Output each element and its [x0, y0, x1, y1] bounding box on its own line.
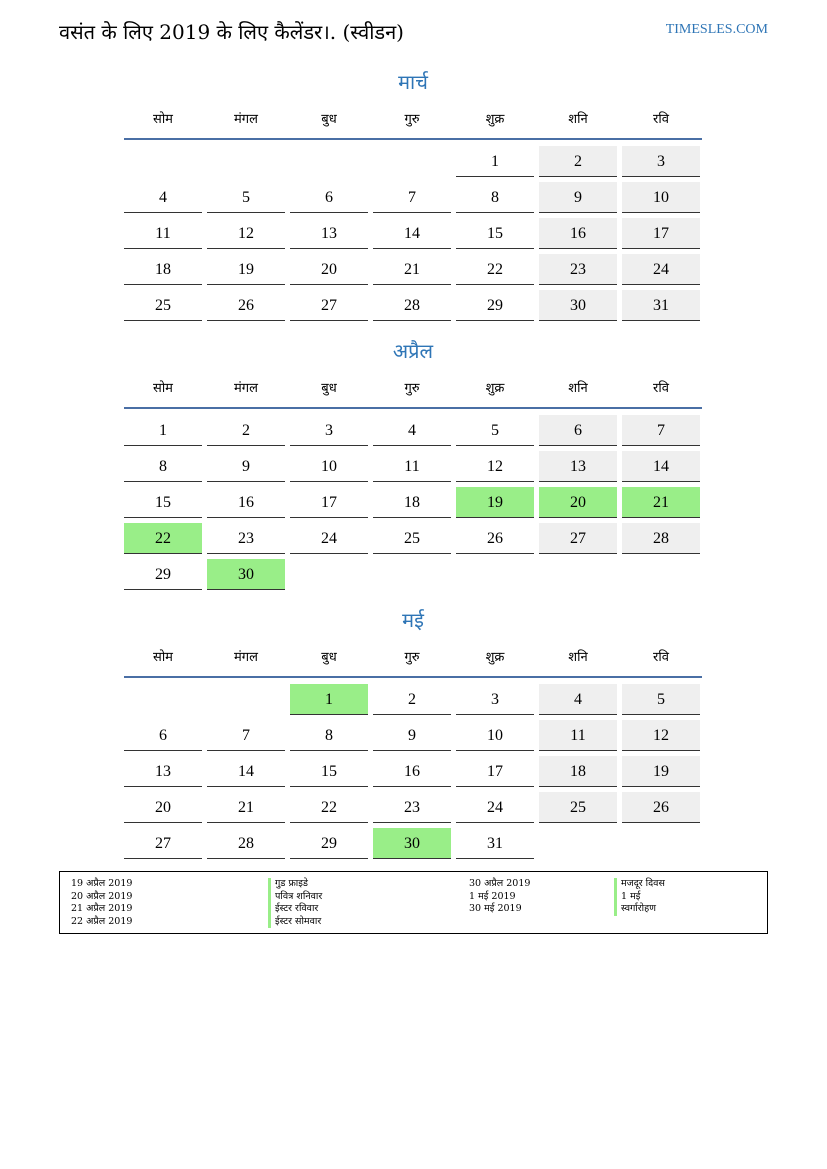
day-cell: 29 [124, 559, 202, 590]
day-cell: 23 [539, 254, 617, 285]
day-cell: 26 [456, 523, 534, 554]
day-cell: 11 [539, 720, 617, 751]
day-cell: 30 [207, 559, 285, 590]
weekday-label: शनि [568, 650, 588, 665]
day-cell: 2 [373, 684, 451, 715]
day-cell: 19 [456, 487, 534, 518]
weekday-label: शुक्र [485, 112, 505, 127]
day-cell: 11 [373, 451, 451, 482]
weekday-label: रवि [653, 650, 669, 665]
holiday-legend [59, 871, 768, 934]
month-name: अप्रैल [392, 339, 434, 363]
weekday-label: सोम [153, 381, 173, 396]
day-cell: 14 [207, 756, 285, 787]
weekday-label: गुरु [404, 112, 420, 127]
week-row [124, 449, 702, 485]
day-cell: 22 [456, 254, 534, 285]
day-cell: 14 [373, 218, 451, 249]
weekday-label: शनि [568, 112, 588, 127]
day-cell: 25 [373, 523, 451, 554]
day-cell: 16 [539, 218, 617, 249]
empty-day-cell [290, 146, 368, 177]
day-cell: 12 [456, 451, 534, 482]
day-cell: 21 [622, 487, 700, 518]
day-cell: 8 [456, 182, 534, 213]
day-cell: 10 [290, 451, 368, 482]
day-cell: 3 [622, 146, 700, 177]
week-row [124, 682, 702, 718]
day-cell: 15 [290, 756, 368, 787]
week-row [124, 718, 702, 754]
day-cell: 7 [373, 182, 451, 213]
day-cell: 4 [373, 415, 451, 446]
day-cell: 19 [622, 756, 700, 787]
day-cell: 13 [539, 451, 617, 482]
day-cell: 10 [622, 182, 700, 213]
legend-date: 30 मई 2019 [469, 903, 522, 914]
week-row [124, 790, 702, 826]
day-cell: 10 [456, 720, 534, 751]
day-cell: 27 [124, 828, 202, 859]
day-cell: 8 [124, 451, 202, 482]
legend-holiday-name: 1 मई [614, 891, 665, 904]
weekday-header-row [124, 102, 702, 138]
day-cell: 13 [124, 756, 202, 787]
day-cell: 9 [539, 182, 617, 213]
legend-date: 19 अप्रैल 2019 [71, 878, 133, 889]
day-cell: 20 [290, 254, 368, 285]
empty-day-cell [373, 146, 451, 177]
week-row [124, 252, 702, 288]
legend-holiday-name: गुड फ्राइडे [268, 878, 322, 891]
week-row [124, 521, 702, 557]
weekday-label: शुक्र [485, 650, 505, 665]
day-cell: 21 [207, 792, 285, 823]
day-cell: 21 [373, 254, 451, 285]
day-cell: 30 [373, 828, 451, 859]
empty-day-cell [207, 684, 285, 715]
day-cell: 6 [124, 720, 202, 751]
day-cell: 20 [539, 487, 617, 518]
header-divider [124, 407, 702, 409]
day-cell: 19 [207, 254, 285, 285]
day-cell: 17 [622, 218, 700, 249]
day-cell: 2 [539, 146, 617, 177]
week-row [124, 754, 702, 790]
week-row [124, 144, 702, 180]
empty-day-cell [622, 828, 700, 859]
day-cell: 11 [124, 218, 202, 249]
day-cell: 16 [373, 756, 451, 787]
day-cell: 18 [539, 756, 617, 787]
day-cell: 9 [207, 451, 285, 482]
legend-holiday-name: ईस्टर सोमवार [268, 916, 322, 929]
day-cell: 6 [539, 415, 617, 446]
day-cell: 23 [373, 792, 451, 823]
week-row [124, 180, 702, 216]
empty-day-cell [456, 559, 534, 590]
month-calendar [124, 66, 702, 324]
week-row [124, 288, 702, 324]
day-cell: 3 [456, 684, 534, 715]
weekday-label: मंगल [234, 650, 258, 665]
day-cell: 1 [124, 415, 202, 446]
page-title: वसंत के लिए 2019 के लिए कैलेंडर।. (स्वीडन) [59, 20, 404, 44]
day-cell: 12 [207, 218, 285, 249]
day-cell: 29 [290, 828, 368, 859]
day-cell: 26 [622, 792, 700, 823]
day-cell: 9 [373, 720, 451, 751]
week-row [124, 216, 702, 252]
week-row [124, 826, 702, 862]
weekday-header-row [124, 640, 702, 676]
day-cell: 2 [207, 415, 285, 446]
header-divider [124, 676, 702, 678]
legend-date: 21 अप्रैल 2019 [71, 903, 133, 914]
day-cell: 4 [539, 684, 617, 715]
day-cell: 1 [290, 684, 368, 715]
weekday-header-row [124, 371, 702, 407]
week-row [124, 485, 702, 521]
weekday-label: गुरु [404, 650, 420, 665]
day-cell: 5 [456, 415, 534, 446]
day-cell: 27 [290, 290, 368, 321]
day-cell: 23 [207, 523, 285, 554]
day-cell: 5 [207, 182, 285, 213]
weekday-label: शनि [568, 381, 588, 396]
day-cell: 29 [456, 290, 534, 321]
weekday-label: शुक्र [485, 381, 505, 396]
day-cell: 18 [373, 487, 451, 518]
brand-link[interactable]: TIMESLES.COM [665, 22, 768, 37]
weekday-label: रवि [653, 112, 669, 127]
day-cell: 24 [290, 523, 368, 554]
weekday-label: सोम [153, 650, 173, 665]
day-cell: 15 [456, 218, 534, 249]
day-cell: 17 [290, 487, 368, 518]
day-cell: 16 [207, 487, 285, 518]
day-cell: 6 [290, 182, 368, 213]
weekday-label: रवि [653, 381, 669, 396]
day-cell: 26 [207, 290, 285, 321]
empty-day-cell [539, 559, 617, 590]
legend-holiday-name: मजदूर दिवस [614, 878, 665, 891]
day-cell: 28 [207, 828, 285, 859]
weekday-label: बुध [321, 381, 337, 396]
day-cell: 24 [622, 254, 700, 285]
empty-day-cell [290, 559, 368, 590]
empty-day-cell [373, 559, 451, 590]
weekday-label: सोम [153, 112, 173, 127]
weekday-label: बुध [321, 650, 337, 665]
day-cell: 13 [290, 218, 368, 249]
day-cell: 22 [290, 792, 368, 823]
empty-day-cell [124, 146, 202, 177]
day-cell: 31 [456, 828, 534, 859]
day-cell: 14 [622, 451, 700, 482]
legend-date: 30 अप्रैल 2019 [469, 878, 531, 889]
day-cell: 7 [207, 720, 285, 751]
legend-date: 20 अप्रैल 2019 [71, 890, 133, 902]
day-cell: 30 [539, 290, 617, 321]
day-cell: 18 [124, 254, 202, 285]
weekday-label: गुरु [404, 381, 420, 396]
legend-holiday-name: ईस्टर रविवार [268, 903, 322, 916]
day-cell: 20 [124, 792, 202, 823]
month-calendar [124, 604, 702, 862]
month-calendar [124, 335, 702, 593]
day-cell: 15 [124, 487, 202, 518]
day-cell: 3 [290, 415, 368, 446]
empty-day-cell [622, 559, 700, 590]
day-cell: 12 [622, 720, 700, 751]
day-cell: 17 [456, 756, 534, 787]
legend-holiday-name: पवित्र शनिवार [268, 891, 322, 904]
day-cell: 4 [124, 182, 202, 213]
week-row [124, 413, 702, 449]
legend-date: 22 अप्रैल 2019 [71, 915, 133, 927]
month-name: मार्च [398, 70, 428, 94]
day-cell: 25 [539, 792, 617, 823]
day-cell: 22 [124, 523, 202, 554]
weekday-label: मंगल [234, 112, 258, 127]
day-cell: 8 [290, 720, 368, 751]
empty-day-cell [124, 684, 202, 715]
day-cell: 7 [622, 415, 700, 446]
day-cell: 1 [456, 146, 534, 177]
empty-day-cell [539, 828, 617, 859]
legend-date: 1 मई 2019 [469, 890, 516, 902]
day-cell: 24 [456, 792, 534, 823]
day-cell: 25 [124, 290, 202, 321]
day-cell: 28 [373, 290, 451, 321]
legend-holiday-name: स्वर्गारोहण [614, 903, 665, 916]
day-cell: 31 [622, 290, 700, 321]
day-cell: 28 [622, 523, 700, 554]
header-divider [124, 138, 702, 140]
month-name: मई [402, 608, 424, 632]
week-row [124, 557, 702, 593]
day-cell: 27 [539, 523, 617, 554]
weekday-label: मंगल [234, 381, 258, 396]
empty-day-cell [207, 146, 285, 177]
day-cell: 5 [622, 684, 700, 715]
weekday-label: बुध [321, 112, 337, 127]
